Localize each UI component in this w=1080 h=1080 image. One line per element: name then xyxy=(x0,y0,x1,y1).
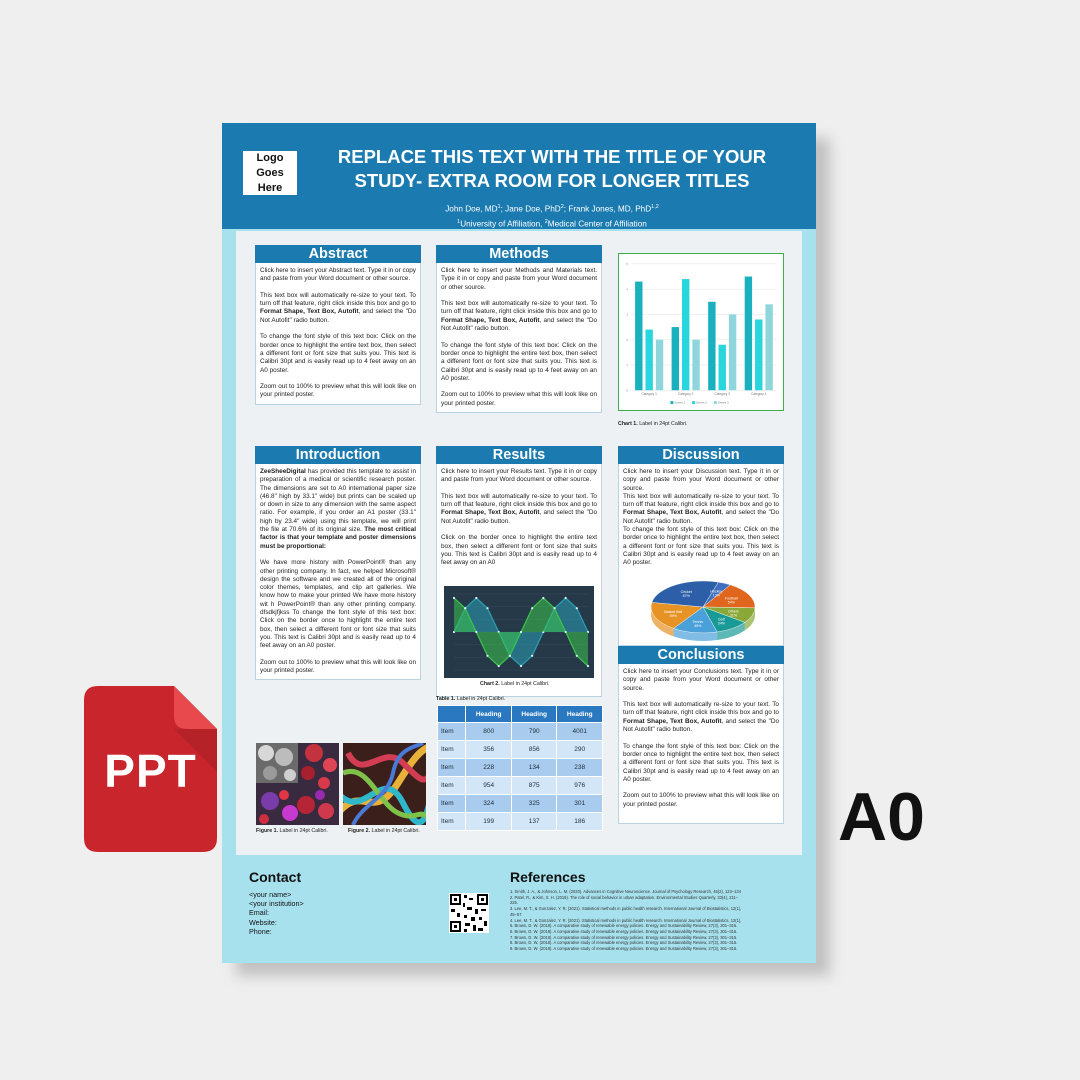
figure1-image xyxy=(256,743,339,825)
methods-section xyxy=(436,245,602,413)
reference-item: 4. Lee, M. T., & Gonzalez, Y. R. (2021). Statistical methods in public health research. International Journal of Biostatistics, 12(1), xyxy=(510,917,742,923)
qr-code xyxy=(449,893,489,933)
ppt-file-icon xyxy=(84,686,217,852)
reference-item: 9. Brown, D. W. (2018). A comparative study of renewable energy policies. Energy and Sustainability Review, 27(3), 301–315. xyxy=(510,946,738,952)
table-row-label: Item xyxy=(438,777,466,795)
figure1-caption: Figure 1. Label in 24pt Calibri. xyxy=(256,828,328,834)
abstract-text: Zoom out to 100% to preview what this will look like on your printed poster. xyxy=(260,383,416,399)
table-header: Heading xyxy=(557,706,603,723)
poster-title: REPLACE THIS TEXT WITH THE TITLE OF YOUR STUDY- EXTRA ROOM FOR LONGER TITLES xyxy=(337,146,767,191)
pie-label: Basket Ball xyxy=(664,610,683,615)
references-heading: References xyxy=(510,869,586,885)
bar xyxy=(755,319,762,390)
abstract-text: Click here to insert your Abstract text. Type it in or copy and paste from your Word document or other source. xyxy=(260,267,416,283)
contact-line: Website: xyxy=(249,917,277,927)
conclusions-section xyxy=(618,646,784,824)
reference-item: 2. Patel, R., & Kim, S. H. (2019). The role of social behavior in urban adaptation. Environmental Studies Quarterly, 33(4), 211– xyxy=(510,894,739,900)
methods-text: Zoom out to 100% to preview what this will look like on your printed poster. xyxy=(441,391,597,407)
pie-value-label: 59% xyxy=(669,614,677,619)
table-row xyxy=(438,813,603,831)
introduction-section xyxy=(255,446,421,680)
conclusions-text: This text box will automatically re-size to your text. To turn off that feature, right click inside this box and go to Format Shape, Text Box, Autofit, and select the "Do Not Autofit" radio button. xyxy=(623,701,780,734)
legend-label: Series 3 xyxy=(717,400,729,405)
data-point xyxy=(464,607,466,609)
reference-item: 225. xyxy=(510,900,518,906)
bar-chart xyxy=(618,253,784,411)
legend-swatch xyxy=(692,401,695,404)
data-point xyxy=(531,655,533,657)
results-text: This text box will automatically re-size to your text. To turn off that feature, right click inside this box and go to Format Shape, Text Box, Autofit, and select the "Do Not Autofit" radio button. xyxy=(441,492,598,525)
table-cell: 324 xyxy=(466,795,512,813)
y-tick-label: 1 xyxy=(626,363,628,368)
abstract-heading: Abstract xyxy=(255,245,421,263)
data-point xyxy=(509,655,511,657)
data-table xyxy=(437,705,603,831)
results-heading: Results xyxy=(436,446,602,464)
abstract-section xyxy=(255,245,421,405)
bar xyxy=(656,340,663,391)
methods-body xyxy=(436,263,602,413)
contact-line: <your name> xyxy=(249,890,292,899)
pie-label: Golf xyxy=(718,617,725,622)
y-tick-label: 0 xyxy=(626,388,628,393)
logo-text-3: Here xyxy=(257,182,283,194)
pie-value-label: 54% xyxy=(727,600,736,605)
table-cell: 356 xyxy=(466,741,512,759)
author-line: John Doe, $MD^1$; Jane Doe, PhD$^2$; Frank Jones, MD, PhD$^{1,2}$ xyxy=(445,204,659,214)
contact-heading: Contact xyxy=(249,869,302,885)
x-tick-label: Category 4 xyxy=(751,392,767,397)
logo-text-2: Goes xyxy=(256,167,284,179)
bar xyxy=(729,314,736,390)
table-row-label: Item xyxy=(438,759,466,777)
table-cell: 186 xyxy=(557,813,603,831)
reference-item: 6. Brown, D. W. (2018). A comparative study of renewable energy policies. Energy and Sustainability Review, 27(3), 301–315. xyxy=(510,928,738,934)
contact-details xyxy=(249,890,304,936)
data-point xyxy=(520,631,522,633)
data-point xyxy=(486,607,488,609)
table-cell: 790 xyxy=(511,723,557,741)
data-point xyxy=(576,607,578,609)
table-row xyxy=(438,777,603,795)
affiliation-1: University of Affiliation, xyxy=(460,219,545,229)
table-row xyxy=(438,741,603,759)
bar xyxy=(692,340,699,391)
data-point xyxy=(553,607,555,609)
x-tick-label: Category 2 xyxy=(678,392,694,397)
discussion-heading: Discussion xyxy=(618,446,784,464)
data-point xyxy=(486,655,488,657)
results-text: Click here to insert your Results text. Type it in or copy and paste from your Word document or other source. xyxy=(441,468,597,484)
table-header xyxy=(438,706,466,723)
bar xyxy=(719,345,726,390)
pie-label: Tennis xyxy=(692,619,703,624)
table-cell: 134 xyxy=(511,759,557,777)
references-list xyxy=(510,889,800,952)
paper-size-label: A0 xyxy=(838,779,925,855)
table-cell: 325 xyxy=(511,795,557,813)
bar xyxy=(708,302,715,390)
data-point xyxy=(531,607,533,609)
pie-chart xyxy=(646,577,760,647)
bar xyxy=(635,282,642,391)
data-point xyxy=(498,665,500,667)
discussion-text: This text box will automatically re-size to your text. To turn off that feature, right click inside this box and go to Format Shape, Text Box, Autofit, and select the "Do Not Autofit" radio button. xyxy=(623,492,780,525)
introduction-body xyxy=(255,464,421,680)
methods-heading: Methods xyxy=(436,245,602,263)
table-row-label: Item xyxy=(438,741,466,759)
reference-item: 5. Brown, D. W. (2018). A comparative study of renewable energy policies. Energy and Sustainability Review, 27(3), 301–315. xyxy=(510,923,738,929)
table1-caption: Table 1. Label in 24pt Calibri. xyxy=(436,696,506,702)
methods-text: This text box will automatically re-size to your text. To turn off that feature, right click inside this box and go to Format Shape, Text Box, Autofit, and select the "Do Not Autofit" radio button. xyxy=(441,300,598,333)
table-row-label: Item xyxy=(438,723,466,741)
reference-item: 7. Brown, D. W. (2018). A comparative study of renewable energy policies. Energy and Sustainability Review, 27(3), 301–315. xyxy=(510,934,738,940)
data-point xyxy=(475,631,477,633)
figure2-image xyxy=(343,743,426,825)
y-tick-label: 3 xyxy=(626,312,628,317)
discussion-text: To change the font style of this text box: Click on the border once to highlight the entire text box, then select a different font or font size that suits you. This text is Calibri 30pt and is easily read up to 4 feet away on an A0 poster. xyxy=(623,526,779,567)
pie-label: Football xyxy=(725,596,738,601)
table-cell: 954 xyxy=(466,777,512,795)
conclusions-heading: Conclusions xyxy=(618,646,784,664)
reference-item: 3. Lee, M. T., & Gonzalez, Y. R. (2021). Statistical methods in public health research. International Journal of Biostatistics, 12(1), xyxy=(510,906,742,912)
conclusions-text: Click here to insert your Conclusions text. Type it in or copy and paste from your Word document or other source. xyxy=(623,668,779,692)
table-cell: 290 xyxy=(557,741,603,759)
data-point xyxy=(520,665,522,667)
logo-text-1: Logo xyxy=(256,152,284,164)
chart2-caption: Chart 2. Label in 24pt Calibri. xyxy=(480,681,550,687)
bar xyxy=(745,277,752,391)
table-row xyxy=(438,795,603,813)
poster xyxy=(222,123,816,963)
table-cell: 228 xyxy=(466,759,512,777)
author-name: Jane Doe, PhD xyxy=(505,204,561,214)
legend-label: Series 2 xyxy=(696,400,707,405)
poster-body xyxy=(236,231,802,855)
author-name: John Doe, MD xyxy=(445,204,498,214)
conclusions-text: To change the font style of this text box: Click on the border once to highlight the entire text box, then select a different font or font size that suits you. This text is Calibri 30pt and is easily read up to 4 feet away on an A0 poster. xyxy=(623,742,779,783)
wave-chart xyxy=(444,586,594,678)
data-point xyxy=(587,665,589,667)
table-row xyxy=(438,723,603,741)
abstract-body xyxy=(255,263,421,405)
pie-label: Hockey xyxy=(710,589,723,594)
legend-swatch xyxy=(714,401,717,404)
data-point xyxy=(565,597,567,599)
y-tick-label: 2 xyxy=(626,337,628,342)
ppt-label: PPT xyxy=(104,745,197,797)
author-sup: 1 xyxy=(497,204,501,210)
table-row-label: Item xyxy=(438,795,466,813)
table-cell: 976 xyxy=(557,777,603,795)
pie-label: Cricket xyxy=(680,590,692,595)
bar xyxy=(672,327,679,390)
contact-line: <your institution> xyxy=(249,899,304,909)
reference-item: 1. Smith, J. A., & Johnson, L. M. (2020). Advances in Cognitive Neuroscience. Journal of Psychology Research, 45(2), 123–134 xyxy=(510,889,741,894)
table-header: Heading xyxy=(511,706,557,723)
data-point xyxy=(565,631,567,633)
introduction-text: Zoom out to 100% to preview what this will look like on your printed poster. xyxy=(260,658,416,675)
reference-item: 8. Brown, D. W. (2018). A comparative study of renewable energy policies. Energy and Sustainability Review, 27(3), 301–315. xyxy=(510,940,738,946)
data-point xyxy=(576,655,578,657)
table-cell: 199 xyxy=(466,813,512,831)
methods-text: To change the font style of this text box: Click on the border once to highlight the entire text box, then select a different font or font size that suits you. This text is Calibri 30pt and is easily read up to 4 feet away on an A0 poster. xyxy=(441,341,597,382)
author-sup: 1,2 xyxy=(651,204,659,210)
affiliation-line: $^1$University of Affiliation, $^2$Medical Center of Affiliation xyxy=(457,218,647,229)
discussion-text: Click here to insert your Discussion text. Type it in or copy and paste from your Word document or other source. xyxy=(623,468,779,492)
logo-placeholder xyxy=(243,151,297,195)
table-cell: 4001 xyxy=(557,723,603,741)
chart1-caption: Chart 1. Label in 24pt Calibri. xyxy=(618,421,688,427)
reference-item: 45–57. xyxy=(510,911,523,917)
contact-line: Email: xyxy=(249,908,269,918)
bar xyxy=(765,304,772,390)
table-header: Heading xyxy=(466,706,512,723)
pie-value-label: 13% xyxy=(712,593,720,598)
table-cell: 137 xyxy=(511,813,557,831)
table-cell: 875 xyxy=(511,777,557,795)
table-cell: 238 xyxy=(557,759,603,777)
abstract-text: To change the font style of this text box: Click on the border once to highlight the entire text box, then select a different font or font size that suits you. This text is Calibri 30pt and is easily read up to 4 feet away on an A0 poster. xyxy=(260,333,416,374)
pie-value-label: 87% xyxy=(682,594,690,599)
y-tick-label: 5 xyxy=(626,262,628,267)
bar xyxy=(682,279,689,390)
poster-footer xyxy=(222,857,816,963)
x-tick-label: Category 1 xyxy=(641,392,657,397)
data-point xyxy=(475,597,477,599)
table-cell: 856 xyxy=(511,741,557,759)
table-header-row xyxy=(438,706,603,723)
pie-value-label: 31% xyxy=(729,613,738,618)
conclusions-body xyxy=(618,664,784,824)
y-tick-label: 4 xyxy=(626,287,628,292)
poster-header xyxy=(222,123,816,229)
contact-line: Phone: xyxy=(249,926,272,936)
author-name: Frank Jones, MD, PhD xyxy=(568,204,652,214)
table-cell: 301 xyxy=(557,795,603,813)
affiliation-2: Medical Center of Affiliation xyxy=(547,219,647,229)
results-text: Click on the border once to highlight the entire text box, then select a different font or font size that suits you. This text is Calibri 30pt and is easily read up to 4 feet away on an A0 xyxy=(441,534,597,567)
table-cell: 800 xyxy=(466,723,512,741)
abstract-text: This text box will automatically re-size to your text. To turn off that feature, right click inside this box and go to Format Shape, Text Box, Autofit, and select the "Do Not Autofit" radio button. xyxy=(260,291,417,324)
data-point xyxy=(453,597,455,599)
table-row-label: Item xyxy=(438,813,466,831)
conclusions-text: Zoom out to 100% to preview what this will look like on your printed poster. xyxy=(623,792,779,808)
data-point xyxy=(542,597,544,599)
legend-swatch xyxy=(670,401,673,404)
introduction-text: ZeeSheeDigital has provided this template to assist in preparation of a medical or scientific research poster. The dimensions are set to A0 international paper size (46.8" high by 33.1" wide) but prints can be scaled up or down in size to any dimension with the same aspect ratio. For example, if you order an A1 poster (33.1" high by 23.4" wide) using this template, we will print the file at 70.6% of its original size. The most critical factor is that your template and poster dimensions must be proportional: xyxy=(260,468,416,550)
legend-label: Series 1 xyxy=(674,400,686,405)
poster-authors xyxy=(302,201,802,230)
pie-value-label: 45% xyxy=(694,623,702,628)
table-row xyxy=(438,759,603,777)
pie-value-label: 34% xyxy=(717,621,725,626)
introduction-heading: Introduction xyxy=(255,446,421,464)
x-tick-label: Category 3 xyxy=(714,392,730,397)
bar xyxy=(645,330,652,391)
figure2-caption: Figure 2. Label in 24pt Calibri. xyxy=(348,828,420,834)
methods-text: Click here to insert your Methods and Materials text. Type it in or copy and paste from your Word document or other source. xyxy=(441,267,597,291)
author-sup: 2 xyxy=(560,204,564,210)
introduction-text: We have more history with PowerPoint® than any other printing company. In fact, we helped Microsoft® design the software and we created all of the original color themes, templates, and clip art galleries. We know how to make your printed We have more history wit h PowerPoint® than any other printing company. dfsdkjfjkss To change the font style of this text box: Click on the border once to highlight the entire text box, then select a different font or font size that suits you. This text is Calibri 30pt and is easily read up to 4 feet away on an A0 poster. xyxy=(260,559,416,650)
pie-label: Others xyxy=(728,609,739,614)
